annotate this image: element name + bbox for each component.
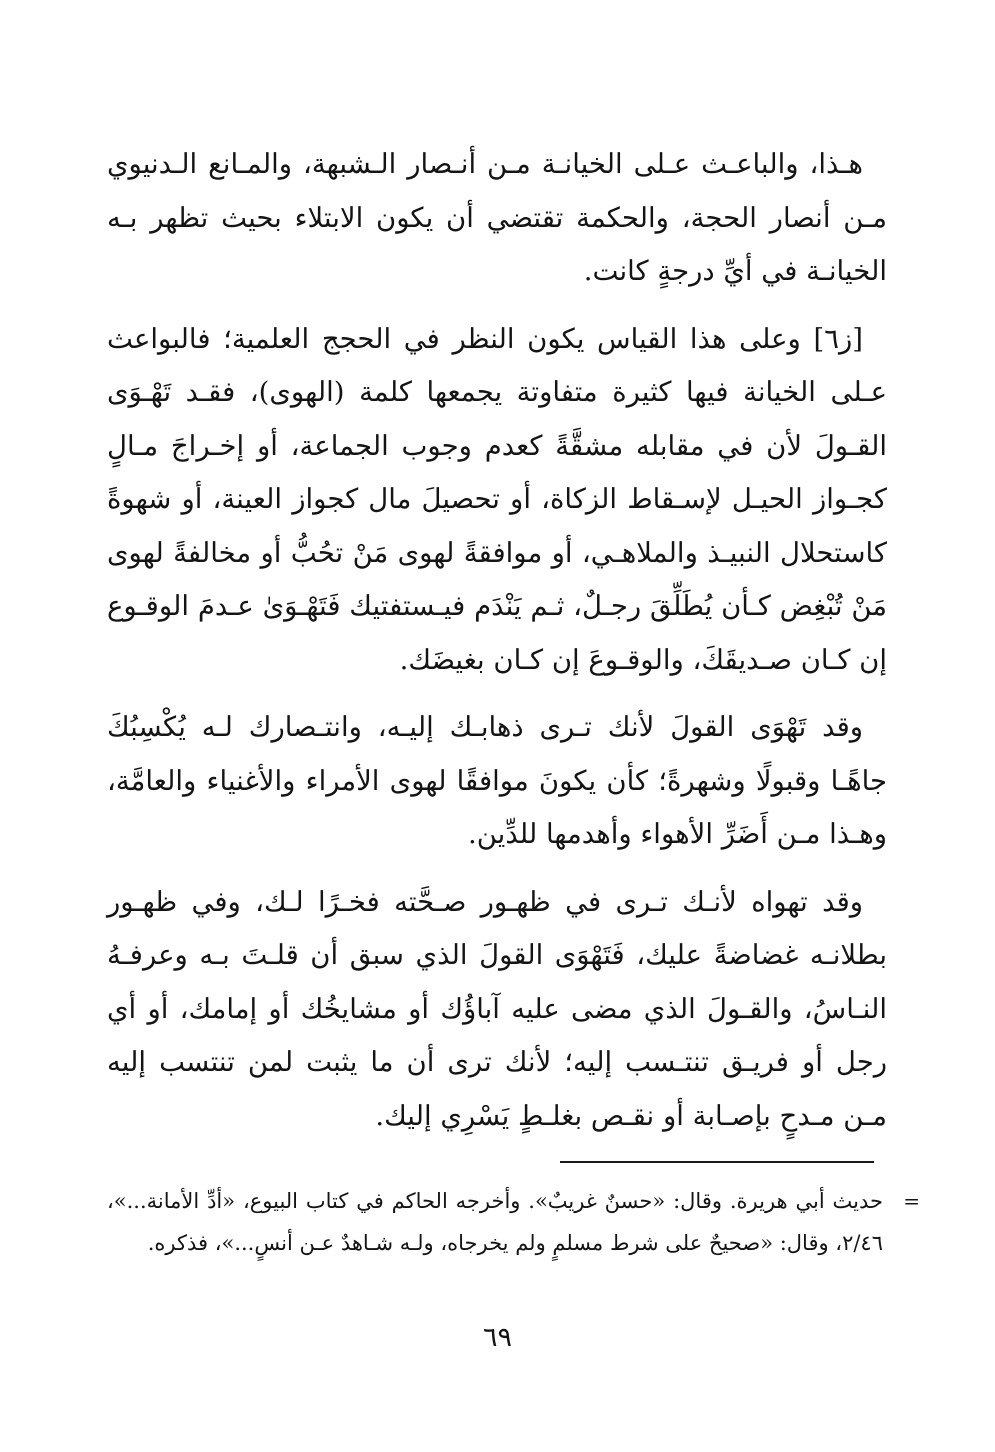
footnote-divider bbox=[560, 1161, 874, 1163]
main-text-body bbox=[107, 138, 887, 1157]
paragraph-3: وقد تَهْوَى القولَ لأنك تـرى ذهابـك إليـه، وانتـصارك لـه يُكْسِبُكَ جاهًـا وقبولًا وشهرةً؛ كأن يكونَ موافقًا لهوى الأمراء والأغنياء والعامَّة، وهـذا مـن أَضَرِّ الأهواء وأهدمها للدِّين. bbox=[107, 711, 887, 850]
footnote-text: حديث أبي هريرة. وقال: «حسنٌ غريبٌ». وأخرجه الحاكم في كتاب البيوع، «أدِّ الأمانة...»، ٢/٤٦، وقال: «صحيحٌ على شرط مسلمٍ ولم يخرجاه، ولـه شـاهدٌ عـن أنسٍ...»، فذكره. bbox=[107, 1189, 883, 1255]
paragraph-4: وقد تهواه لأنـك تـرى في ظهـور صـحَّته فخـرًا لـك، وفي ظهـور بطلانـه غضاضةً عليك، فَتَهْوَى القولَ الذي سبق أن قلـتَ بـه وعرفـهُ النـاسُ، والقـولَ الذي مضى عليه آباؤُك أو مشايخُك أو إمامك، أو أي رجل أو فريـق تنتـسب إليه؛ لأنك ترى أن ما يثبت لمن تنتسب إليه مـن مـدحٍ بإصـابة أو نقـص بغلـطٍ يَسْرِي إليك. bbox=[107, 885, 887, 1132]
paragraph-2: [ز٦] وعلى هذا القياس يكون النظر في الحجج العلمية؛ فالبواعث عـلى الخيانة فيها كثيرة متفاوتة يجمعها كلمة (الهوى)، فقـد تَهْـوَى القـولَ لأن في مقابله مشقَّةً كعدم وجوب الجماعة، أو إخـراجَ مـالٍ كجـواز الحيـل لإسـقاط الزكاة، أو تحصيلَ مال كجواز العينة، أو شهوةً كاستحلال النبيـذ والملاهـي، أو موافقةً لهوى مَنْ تحُبُّ أو مخالفةً لهوى مَنْ تُبْغِض كـأن يُطَلِّقَ رجـلٌ، ثـم يَنْدَم فيـستفتيك فَتَهْـوَىٰ عـدمَ الوقـوع إن كـان صـديقَكَ، والوقـوعَ إن كـان بغيضَك. bbox=[107, 322, 887, 676]
footnote bbox=[107, 1180, 920, 1264]
paragraph-1: هـذا، والباعـث عـلى الخيانـة مـن أنـصار الـشبهة، والمـانع الـدنيوي مـن أنصار الحجة، والحكمة تقتضي أن يكون الابتلاء بحيث تظهر بـه الخيانـة في أيِّ درجةٍ كانت. bbox=[107, 148, 887, 287]
page-number: ٦٩ bbox=[482, 1322, 512, 1353]
footnote-continuation-marker: = bbox=[903, 1189, 920, 1213]
